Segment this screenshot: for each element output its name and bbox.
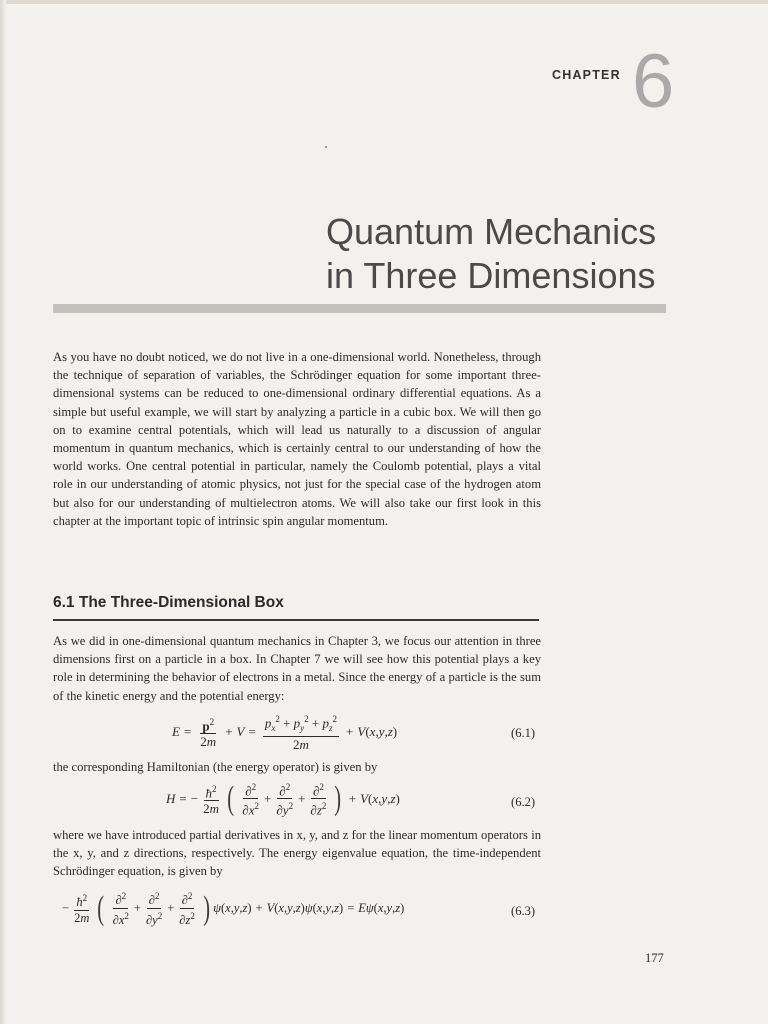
chapter-title-line-2: in Three Dimensions bbox=[326, 255, 656, 296]
chapter-title bbox=[326, 210, 726, 298]
section-paragraph-2: the corresponding Hamiltonian (the energy operator) is given by bbox=[53, 760, 378, 774]
section-rule bbox=[53, 619, 539, 621]
equation-6-1 bbox=[0, 710, 768, 754]
chapter-number: 6 bbox=[632, 39, 675, 124]
equation-6-3 bbox=[0, 887, 768, 935]
equation-6-3-body: − $\frac{ħ^2}{2m}$ ( $\frac{\partial^2}{\partial x^2}$ + $\frac{\partial^2}{\partial y^2}$ + $\frac{\partial^2}{\partial z^2}$ ) ψ ( x , y , z ) + V ( x , y , z ) ψ ( x , y , z ) = Eψ ( x , y , z ) bbox=[62, 889, 405, 928]
equation-6-2-body: H = − $\frac{ħ^2}{2m}$ ( $\frac{\partial^2}{\partial x^2}$ + $\frac{\partial^2}{\partial y^2}$ + $\frac{\partial^2}{\partial z^2}$ ) + V ( x , y , z ) bbox=[166, 779, 400, 818]
section-paragraph-1: As we did in one-dimensional quantum mechanics in Chapter 3, we focus our attention in three dimensions first on a particle in a box. In Chapter 7 we will see how this potential plays a key role in determining the behavior of electrons in a metal. Since the energy of a particle is the sum of the kinetic energy and the potential energy: bbox=[53, 634, 541, 703]
equation-number-6-1: (6.1) bbox=[511, 726, 536, 740]
chapter-label: CHAPTER bbox=[552, 68, 621, 82]
equation-6-1-body: E = $\frac{p^2}{2m}$ + V = $\frac{p_x^2 + p_y^2 + p_z^2}{2m}$ + V ( x , y , z ) bbox=[172, 714, 398, 752]
page-top-edge bbox=[0, 0, 768, 4]
equation-number-6-3: (6.3) bbox=[511, 904, 536, 918]
section-heading: 6.1 The Three-Dimensional Box bbox=[53, 594, 284, 611]
title-rule bbox=[53, 304, 666, 313]
print-speck bbox=[325, 146, 327, 148]
equation-number-6-2: (6.2) bbox=[511, 795, 536, 809]
page-number: 177 bbox=[645, 951, 664, 965]
section-paragraph-3: where we have introduced partial derivatives in x, y, and z for the linear momentum operators in the x, y, and z directions, respectively. The energy eigenvalue equation, the time-independent Schrödinger equation, is given by bbox=[53, 828, 541, 879]
page-binding-edge bbox=[0, 0, 6, 1024]
chapter-title-line-1: Quantum Mechanics bbox=[326, 211, 657, 252]
intro-paragraph: As you have no doubt noticed, we do not live in a one-dimensional world. Nonetheless, through the technique of separation of variables, the Schrödinger equation for some important three-dimensional systems can be reduced to one-dimensional ordinary differential equations. As a simple but useful example, we will start by analyzing a particle in a cubic box. We will then go on to examine central potentials, which will lead us naturally to a discussion of angular momentum in quantum mechanics, which is certainly central to our understanding of how the world works. One central potential in particular, namely the Coulomb potential, plays a vital role in our understanding of atomic physics, not just for the special case of the hydrogen atom but also for our understanding of multielectron atoms. We will also take our first look in this chapter at the important topic of intrinsic spin angular momentum. bbox=[53, 350, 541, 528]
equation-6-2 bbox=[0, 778, 768, 824]
